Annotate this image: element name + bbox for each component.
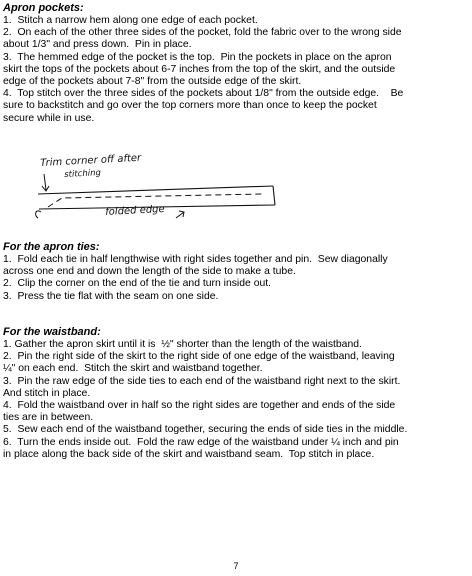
tie-sketch	[26, 158, 286, 228]
apron-pockets-instructions	[3, 15, 469, 125]
page-number: 7	[233, 561, 239, 571]
instruction-line: 6. Turn the ends inside out. Fold the raw edge of the waistband under ¼ inch and pin	[3, 436, 399, 448]
instruction-line: 2. Pin the right side of the skirt to the right side of one edge of the waistband, leaving	[3, 351, 395, 363]
instruction-line: 3. Press the tie flat with the seam on one side.	[3, 290, 219, 302]
instruction-line: ¼" on each end. Stitch the skirt and waistband together.	[3, 363, 263, 375]
trim-corner-note-cont: stitching	[64, 168, 102, 180]
instruction-line: And stitch in place.	[3, 387, 91, 399]
tie-top-edge	[38, 186, 273, 194]
tie-right-edge	[273, 186, 275, 205]
instruction-line: secure while in use.	[3, 112, 95, 124]
instruction-line: ties are in between.	[3, 412, 94, 424]
tie-folding-diagram	[26, 152, 286, 228]
waistband-section	[3, 326, 469, 461]
waistband-instructions	[3, 339, 469, 461]
trim-corner-note: Trim corner off after	[40, 152, 142, 169]
instruction-line: across one end and down the length of the side to make a tube.	[3, 266, 296, 278]
instruction-line: 2. Clip the corner on the end of the tie and turn inside out.	[3, 278, 272, 290]
instruction-line: in place along the back side of the skirt and waistband seam. Top stitch in place.	[3, 448, 375, 460]
instruction-line: 4. Fold the waistband over in half so the right sides are together and ends of the side	[3, 400, 396, 412]
instruction-line: edge of the pockets about 7-8" from the outside edge of the skirt.	[3, 76, 302, 88]
instruction-line: 1. Stitch a narrow hem along one edge of each pocket.	[3, 15, 258, 26]
instruction-line: 2. On each of the other three sides of the pocket, fold the fabric over to the wrong side	[3, 27, 402, 39]
instruction-line: 1. Gather the apron skirt until it is ½" shorter than the length of the waistband.	[3, 339, 362, 350]
trim-arrow-shaft	[44, 174, 46, 190]
apron-pockets-heading: Apron pockets:	[3, 2, 84, 14]
instruction-line: about 1/3" and press down. Pin in place.	[3, 39, 192, 51]
tie-end-curl	[36, 211, 41, 218]
instruction-line: 3. The hemmed edge of the pocket is the top. Pin the pockets in place on the apron	[3, 51, 392, 63]
apron-ties-heading: For the apron ties:	[3, 241, 100, 253]
instruction-line: 4. Top stitch over the three sides of the pockets about 1/8" from the outside edge. Be	[3, 88, 404, 100]
waistband-heading: For the waistband:	[3, 326, 101, 338]
instruction-line: skirt the tops of the pockets about 6-7 inches from the top of the skirt, and the outside	[3, 63, 396, 75]
fold-arrow-shaft	[176, 212, 184, 218]
instruction-line: 3. Pin the raw edge of the side ties to each end of the waistband right next to the skirt.	[3, 375, 401, 387]
instruction-line: sure to backstitch and go over the top corners more than once to keep the pocket	[3, 100, 377, 112]
instruction-line: 1. Fold each tie in half lengthwise with right sides together and pin. Sew diagonally	[3, 254, 388, 265]
apron-ties-section	[3, 241, 469, 303]
apron-ties-instructions	[3, 254, 469, 303]
apron-pockets-section	[3, 2, 469, 125]
instruction-line: 5. Sew each end of the waistband together, securing the ends of side ties in the middle.	[3, 424, 408, 436]
folded-edge-note: folded edge	[105, 203, 165, 218]
